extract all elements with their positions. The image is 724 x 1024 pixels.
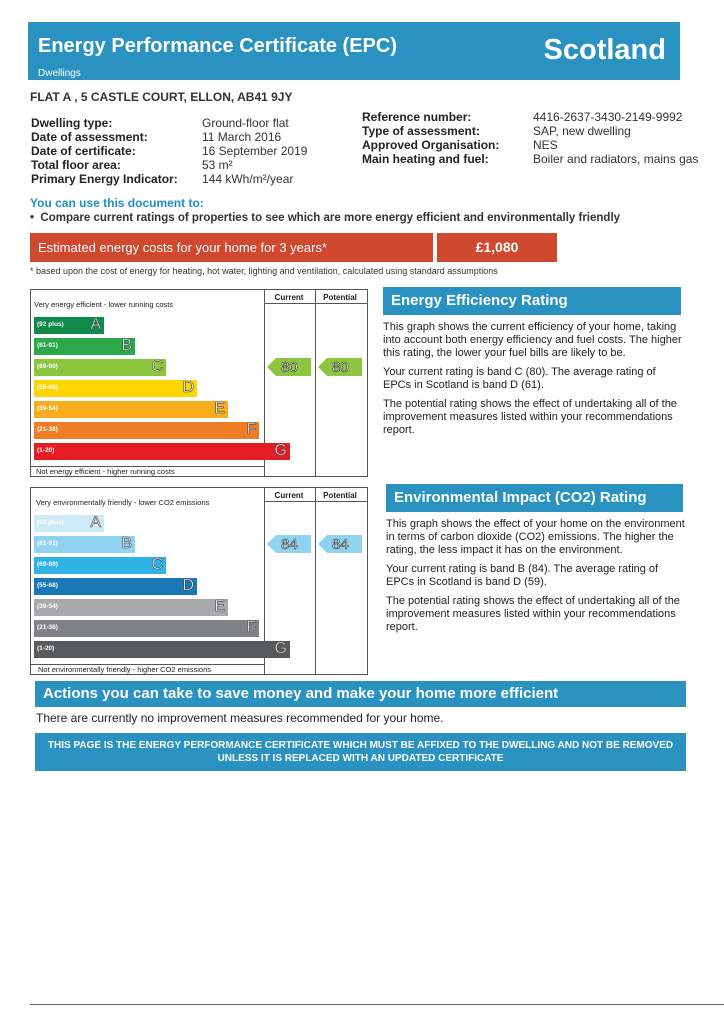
eer-para-3: The potential rating shows the effect of undertaking all of the improvement measures listed within your recommendations report. [383, 398, 677, 436]
band-letter: G [274, 442, 287, 459]
band-letter: D [182, 379, 194, 396]
detail-value: SAP, new dwelling [533, 124, 631, 138]
energy-efficiency-chart [30, 289, 368, 477]
rating-band-d [34, 578, 197, 595]
potential-rating-value: 84 [332, 536, 349, 553]
band-range-label: (21-38) [37, 624, 58, 631]
detail-value: 16 September 2019 [202, 144, 308, 158]
compare-bullet: • Compare current ratings of properties to see which are more energy efficient and environmentally friendly [30, 212, 621, 224]
rating-band-e [34, 599, 228, 616]
current-rating-arrow [267, 535, 311, 553]
region-label: Scotland [543, 34, 666, 66]
cost-label: Estimated energy costs for your home for 3 years* [38, 240, 328, 255]
certificate-subtitle: Dwellings [38, 68, 81, 79]
rating-band-c [34, 359, 166, 376]
actions-heading: Actions you can take to save money and make your home more efficient [35, 681, 686, 707]
rating-band-f [34, 620, 259, 637]
chart-top-caption: Very environmentally friendly - lower CO2 emissions [36, 498, 210, 507]
band-range-label: (69-80) [37, 561, 58, 568]
band-letter: E [214, 598, 225, 615]
detail-label: Dwelling type: [31, 116, 113, 130]
eir-para-3: The potential rating shows the effect of undertaking all of the improvement measures listed within your recommendations report. [386, 595, 680, 633]
certificate-title: Energy Performance Certificate (EPC) [38, 35, 398, 57]
band-range-label: (55-68) [37, 384, 58, 391]
eer-para-2: Your current rating is band C (80). The average rating of EPCs in Scotland is band D (61). [383, 366, 656, 391]
band-letter: C [151, 358, 163, 375]
detail-value: 11 March 2016 [202, 130, 282, 144]
details-right [362, 110, 702, 166]
band-range-label: (81-91) [37, 342, 58, 349]
detail-row [31, 130, 307, 144]
detail-label: Main heating and fuel: [362, 152, 489, 166]
detail-value: 144 kWh/m²/year [202, 172, 294, 186]
property-address: FLAT A , 5 CASTLE COURT, ELLON, AB41 9JY [30, 90, 293, 104]
eer-para-1: This graph shows the current efficiency of your home, taking into account both energy efficiency and fuel costs. The higher this rating, the lower your fuel bills are likely to be. [383, 321, 682, 359]
detail-row [31, 116, 307, 130]
eer-heading: Energy Efficiency Rating [383, 287, 681, 315]
detail-row [362, 124, 702, 138]
band-range-label: (92 plus) [37, 519, 64, 526]
band-range-label: (21-38) [37, 426, 58, 433]
detail-label: Approved Organisation: [362, 138, 500, 152]
rating-band-c [34, 557, 166, 574]
band-letter: B [121, 337, 132, 354]
eir-para-2: Your current rating is band B (84). The average rating of EPCs in Scotland is band D (59). [386, 563, 659, 588]
rating-band-b [34, 338, 135, 355]
detail-label: Reference number: [362, 110, 472, 124]
rating-band-g [34, 641, 290, 658]
current-column-header: Current [274, 491, 304, 500]
band-letter: G [274, 640, 287, 657]
detail-value: 4416-2637-3430-2149-9992 [533, 110, 683, 124]
details-left [31, 116, 307, 186]
current-column-header: Current [274, 293, 304, 302]
band-letter: F [246, 421, 256, 438]
band-range-label: (1-20) [37, 645, 55, 652]
detail-label: Total floor area: [31, 158, 121, 172]
band-range-label: (55-68) [37, 582, 58, 589]
eer-description [383, 321, 683, 443]
band-letter: F [246, 619, 256, 636]
eir-para-1: This graph shows the effect of your home on the environment in terms of carbon dioxide (CO2) emissions. The higher the rating, the less impact it has on the environment. [386, 518, 685, 556]
band-letter: A [90, 316, 101, 333]
current-rating-arrow [267, 358, 311, 376]
cost-value: £1,080 [437, 233, 557, 262]
rating-band-d [34, 380, 197, 397]
detail-value: Boiler and radiators, mains gas [533, 152, 699, 166]
band-range-label: (69-80) [37, 363, 58, 370]
environmental-impact-chart [30, 487, 368, 675]
actions-note: There are currently no improvement measures recommended for your home. [36, 711, 444, 725]
detail-label: Date of assessment: [31, 130, 148, 144]
eir-heading: Environmental Impact (CO2) Rating [386, 484, 683, 512]
cost-bar [30, 233, 433, 262]
rating-band-g [34, 443, 290, 460]
detail-value: NES [533, 138, 558, 152]
compare-bullet-text: Compare current ratings of properties to see which are more energy efficient and environmentally friendly [40, 212, 621, 224]
band-range-label: (92 plus) [37, 321, 64, 328]
rating-band-f [34, 422, 259, 439]
band-letter: A [90, 514, 101, 531]
band-range-label: (39-54) [37, 603, 58, 610]
detail-row [31, 158, 307, 172]
cost-footnote: * based upon the cost of energy for heating, hot water, lighting and ventilation, calculated using standard assumptions [30, 266, 498, 276]
current-rating-value: 84 [281, 536, 298, 553]
detail-label: Type of assessment: [362, 124, 480, 138]
detail-row [362, 110, 702, 124]
affix-notice: THIS PAGE IS THE ENERGY PERFORMANCE CERTIFICATE WHICH MUST BE AFFIXED TO THE DWELLING AND NOT BE REMOVED UNLESS IT IS REPLACED WITH AN UPDATED CERTIFICATE [35, 733, 686, 771]
detail-label: Date of certificate: [31, 144, 136, 158]
chart-top-caption: Very energy efficient - lower running costs [34, 300, 174, 309]
rating-band-a [34, 317, 104, 334]
detail-row [31, 144, 307, 158]
band-range-label: (81-91) [37, 540, 58, 547]
current-rating-value: 80 [281, 359, 298, 376]
detail-row [362, 138, 702, 152]
potential-rating-arrow [318, 535, 362, 553]
chart-bottom-caption: Not energy efficient - higher running costs [36, 467, 175, 476]
eir-description [386, 518, 686, 640]
detail-value: 53 m² [202, 158, 233, 172]
band-letter: C [151, 556, 163, 573]
detail-label: Primary Energy Indicator: [31, 172, 178, 186]
band-range-label: (1-20) [37, 447, 55, 454]
page-edge [30, 1004, 724, 1005]
rating-band-b [34, 536, 135, 553]
potential-rating-value: 80 [332, 359, 349, 376]
use-heading: You can use this document to: [30, 196, 204, 210]
detail-row [31, 172, 307, 186]
detail-row [362, 152, 702, 166]
rating-band-a [34, 515, 104, 532]
rating-band-e [34, 401, 228, 418]
potential-column-header: Potential [323, 491, 357, 500]
potential-column-header: Potential [323, 293, 357, 302]
band-letter: B [121, 535, 132, 552]
band-letter: D [182, 577, 194, 594]
header-banner [28, 22, 680, 80]
chart-bottom-caption: Not environmentally friendly - higher CO2 emissions [38, 665, 211, 674]
potential-rating-arrow [318, 358, 362, 376]
band-letter: E [214, 400, 225, 417]
detail-value: Ground-floor flat [202, 116, 289, 130]
band-range-label: (39-54) [37, 405, 58, 412]
